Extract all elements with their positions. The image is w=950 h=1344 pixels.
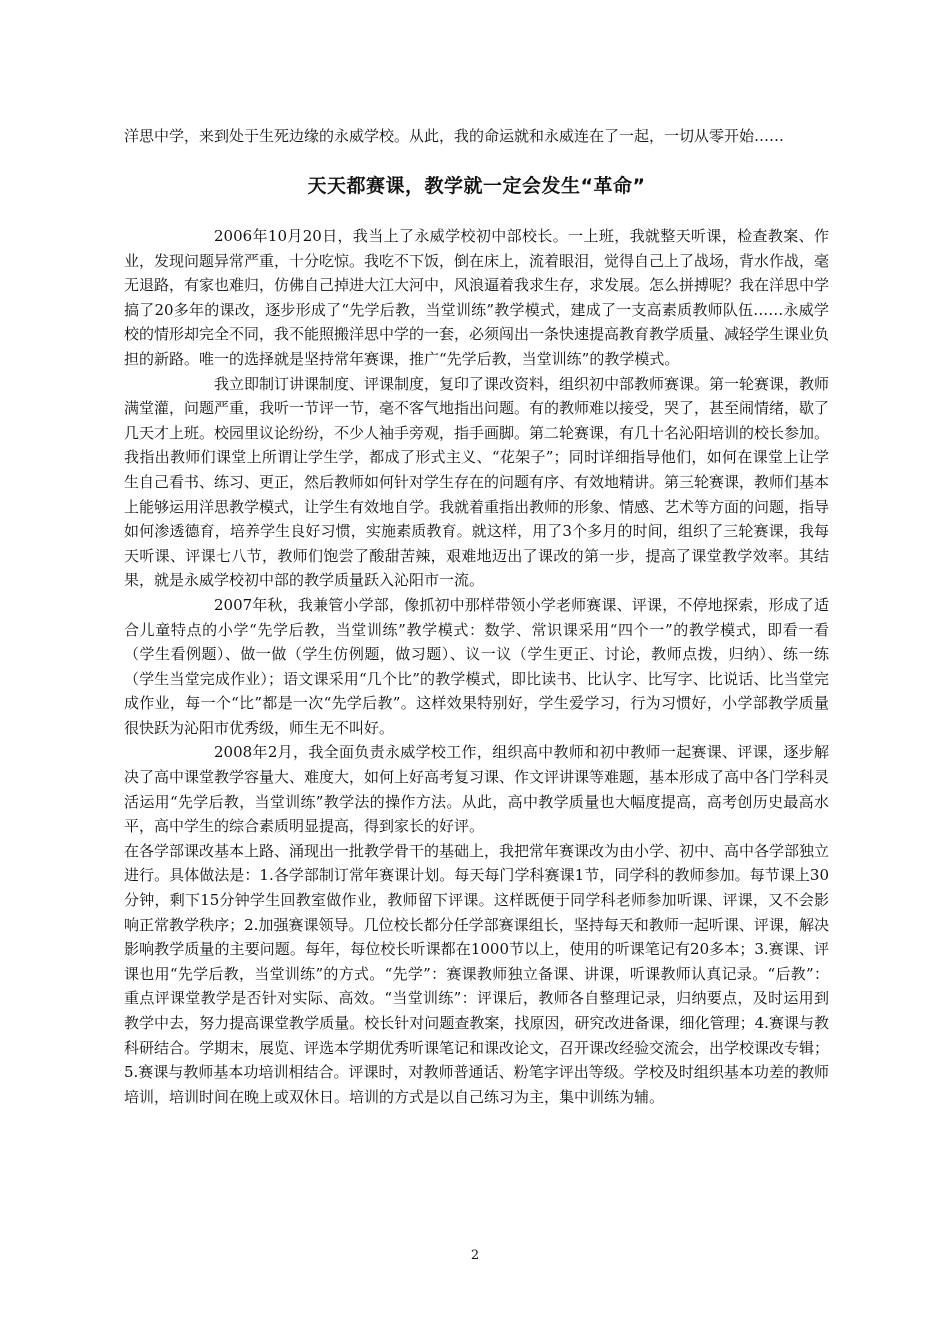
page-number: 2 — [470, 1248, 480, 1263]
intro-text: 洋思中学，来到处于生死边缘的永威学校。从此，我的命运就和永威连在了一起，一切从零开始…… — [124, 127, 785, 145]
paragraph-4: 2008年2月，我全面负责永威学校工作，组织高中教师和初中教师一起赛课、评课，逐步解决了高中课堂教学容量大、难度大，如何上好高考复习课、作文评讲课等难题，基本形成了高中各门学科灵活运用“先学后教，当堂训练”教学法的操作方法。从此，高中教学质量也大幅度提高，高考创历史最高水平，高中学生的综合素质明显提高，得到家长的好评。 — [124, 743, 830, 836]
document-page — [124, 125, 829, 1109]
paragraph-2: 我立即制订讲课制度、评课制度，复印了课改资料，组织初中部教师赛课。第一轮赛课，教师满堂灌，问题严重，我听一节评一节，毫不客气地指出问题。有的教师难以接受，哭了，甚至闹情绪，歇了几天才上班。校园里议论纷纷，不少人袖手旁观，指手画脚。第二轮赛课，有几十名沁阳培训的校长参加。我指出教师们课堂上所谓让学生学，都成了形式主义、“花架子”；同时详细指导他们，如何在课堂上让学生自己看书、练习、更正，然后教师如何针对学生存在的问题有序、有效地精讲。第三轮赛课，教师们基本上能够运用洋思教学模式，让学生有效地自学。我就着重指出教师的形象、情感、艺术等方面的问题，指导如何渗透德育，培养学生良好习惯，实施素质教育。就这样，用了3个多月的时间，组织了三轮赛课，我每天听课、评课七八节，教师们饱尝了酸甜苦辣，艰难地迈出了课改的第一步，提高了课堂教学效率。其结果，就是永威学校初中部的教学质量跃入沁阳市一流。 — [124, 374, 830, 590]
paragraph-1: 2006年10月20日，我当上了永威学校初中部校长。一上班，我就整天听课，检查教案、作业，发现问题异常严重，十分吃惊。我吃不下饭，倒在床上，流着眼泪，觉得自己上了战场，背水作战，毫无退路，有家也难归，仿佛自己掉进大江大河中，风浪逼着我求生存，求发展。怎么拼搏呢？我在洋思中学搞了20多年的课改，逐步形成了“先学后教，当堂训练”教学模式，建成了一支高素质教师队伍……永威学校的情形却完全不同，我不能照搬洋思中学的一套，必须闯出一条快速提高教育教学质量、减轻学生课业负担的新路。唯一的选择就是坚持常年赛课，推广“先学后教，当堂训练”的教学模式。 — [124, 227, 830, 368]
paragraph-3: 2007年秋，我兼管小学部，像抓初中那样带领小学老师赛课、评课，不停地探索，形成了适合儿童特点的小学“先学后教，当堂训练”教学模式：数学、常识课采用“四个一”的教学模式，即看一看（学生看例题）、做一做（学生仿例题，做习题）、议一议（学生更正、讨论，教师点拨，归纳）、练一练（学生当堂完成作业）；语文课采用“几个比”的教学模式，即比读书、比认字、比写字、比说话、比当堂完成作业，每一个“比”都是一次“先学后教”。这样效果特别好，学生爱学习，行为习惯好，小学部教学质量很快跃为沁阳市优秀级，师生无不叫好。 — [124, 595, 829, 737]
section-heading: 天天都赛课，教学就一定会发生“革命” — [307, 175, 646, 197]
paragraph-5: 在各学部课改基本上路、涌现出一批教学骨干的基础上，我把常年赛课改为由小学、初中、高中各学部独立进行。具体做法是：1.各学部制订常年赛课计划。每天每门学科赛课1节，同学科的教师参加。每节课上30分钟，剩下15分钟学生回教室做作业，教师留下评课。这样既便于同学科老师参加听课、评课，又不会影响正常教学秩序；2.加强赛课领导。几位校长都分任学部赛课组长，坚持每天和教师一起听课、评课，解决影响教学质量的主要问题。每年，每位校长听课都在1000节以上，使用的听课笔记有20多本；3.赛课、评课也用“先学后教，当堂训练”的方式。“先学”：赛课教师独立备课、讲课，听课教师认真记录。“后教”：重点评课堂教学是否针对实际、高效。“当堂训练”：评课后，教师各自整理记录，归纳要点，及时运用到教学中去，努力提高课堂教学质量。校长针对问题查教案，找原因，研究改进备课，细化管理；4.赛课与教科研结合。学期末，展览、评选本学期优秀听课笔记和课改论文，召开课改经验交流会，出学校课改专辑；5.赛课与教师基本功培训相结合。评课时，对教师普通话、粉笔字评出等级。学校及时组织基本功差的教师培训，培训时间在晚上或双休日。培训的方式是以自己练习为主，集中训练为辅。 — [124, 841, 830, 1106]
